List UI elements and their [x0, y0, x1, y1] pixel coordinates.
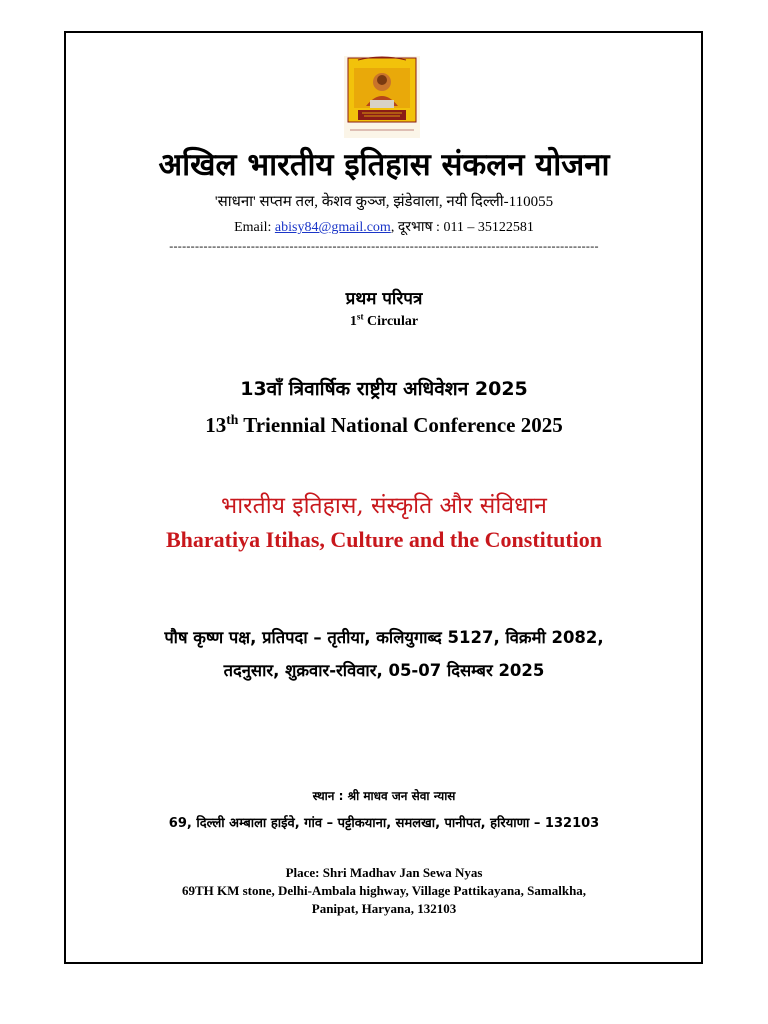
conference-title-english	[0, 413, 768, 438]
circular-number: 1	[349, 314, 357, 329]
conference-title-hindi: 13वाँ त्रिवार्षिक राष्ट्रीय अधिवेशन 2025	[240, 378, 528, 400]
sage-emblem-logo-icon	[344, 56, 420, 138]
email-label: Email:	[234, 220, 275, 235]
contact-line	[0, 217, 768, 236]
circular-title-english	[0, 311, 768, 330]
circular-label: Circular	[363, 314, 419, 329]
theme-english: Bharatiya Itihas, Culture and the Constitution	[166, 527, 602, 552]
venue-english-block	[0, 864, 768, 918]
date-line-1: पौष कृष्ण पक्ष, प्रतिपदा – तृतीया, कलियुगाब्द 5127, विक्रमी 2082,	[164, 628, 604, 647]
conference-number: 13	[205, 413, 227, 437]
venue-address-english-line2: Panipat, Haryana, 132103	[311, 901, 457, 916]
circular-title-hindi: प्रथम परिपत्र	[345, 289, 423, 309]
venue-address-hindi: 69, दिल्ली अम्बाला हाईवे, गांव – पट्टीकयाना, समलखा, पानीपत, हरियाणा – 132103	[168, 816, 600, 831]
organization-address: 'साधना' सप्तम तल, केशव कुञ्ज, झंडेवाला, नयी दिल्ली-110055	[214, 194, 554, 210]
venue-name-hindi: स्थान : श्री माधव जन सेवा न्यास	[312, 789, 456, 803]
organization-name: अखिल भारतीय इतिहास संकलन योजना	[158, 147, 610, 183]
header-divider: ----------------------------------------------------------------------------------------------------	[169, 239, 599, 253]
phone-number: , दूरभाष : 011 – 35122581	[390, 220, 534, 235]
organization-logo	[344, 56, 420, 138]
conference-suffix: th	[226, 412, 239, 427]
circular-suffix: st	[356, 311, 364, 322]
theme-hindi: भारतीय इतिहास, संस्कृति और संविधान	[221, 493, 547, 519]
venue-name-english: Place: Shri Madhav Jan Sewa Nyas	[285, 865, 483, 880]
date-line-2: तदनुसार, शुक्रवार-रविवार, 05-07 दिसम्बर 2025	[223, 661, 545, 680]
venue-address-english-line1: 69TH KM stone, Delhi-Ambala highway, Village Pattikayana, Samalkha,	[181, 883, 587, 898]
email-link[interactable]: abisy84@gmail.com	[274, 220, 391, 235]
conference-label: Triennial National Conference 2025	[238, 413, 563, 437]
